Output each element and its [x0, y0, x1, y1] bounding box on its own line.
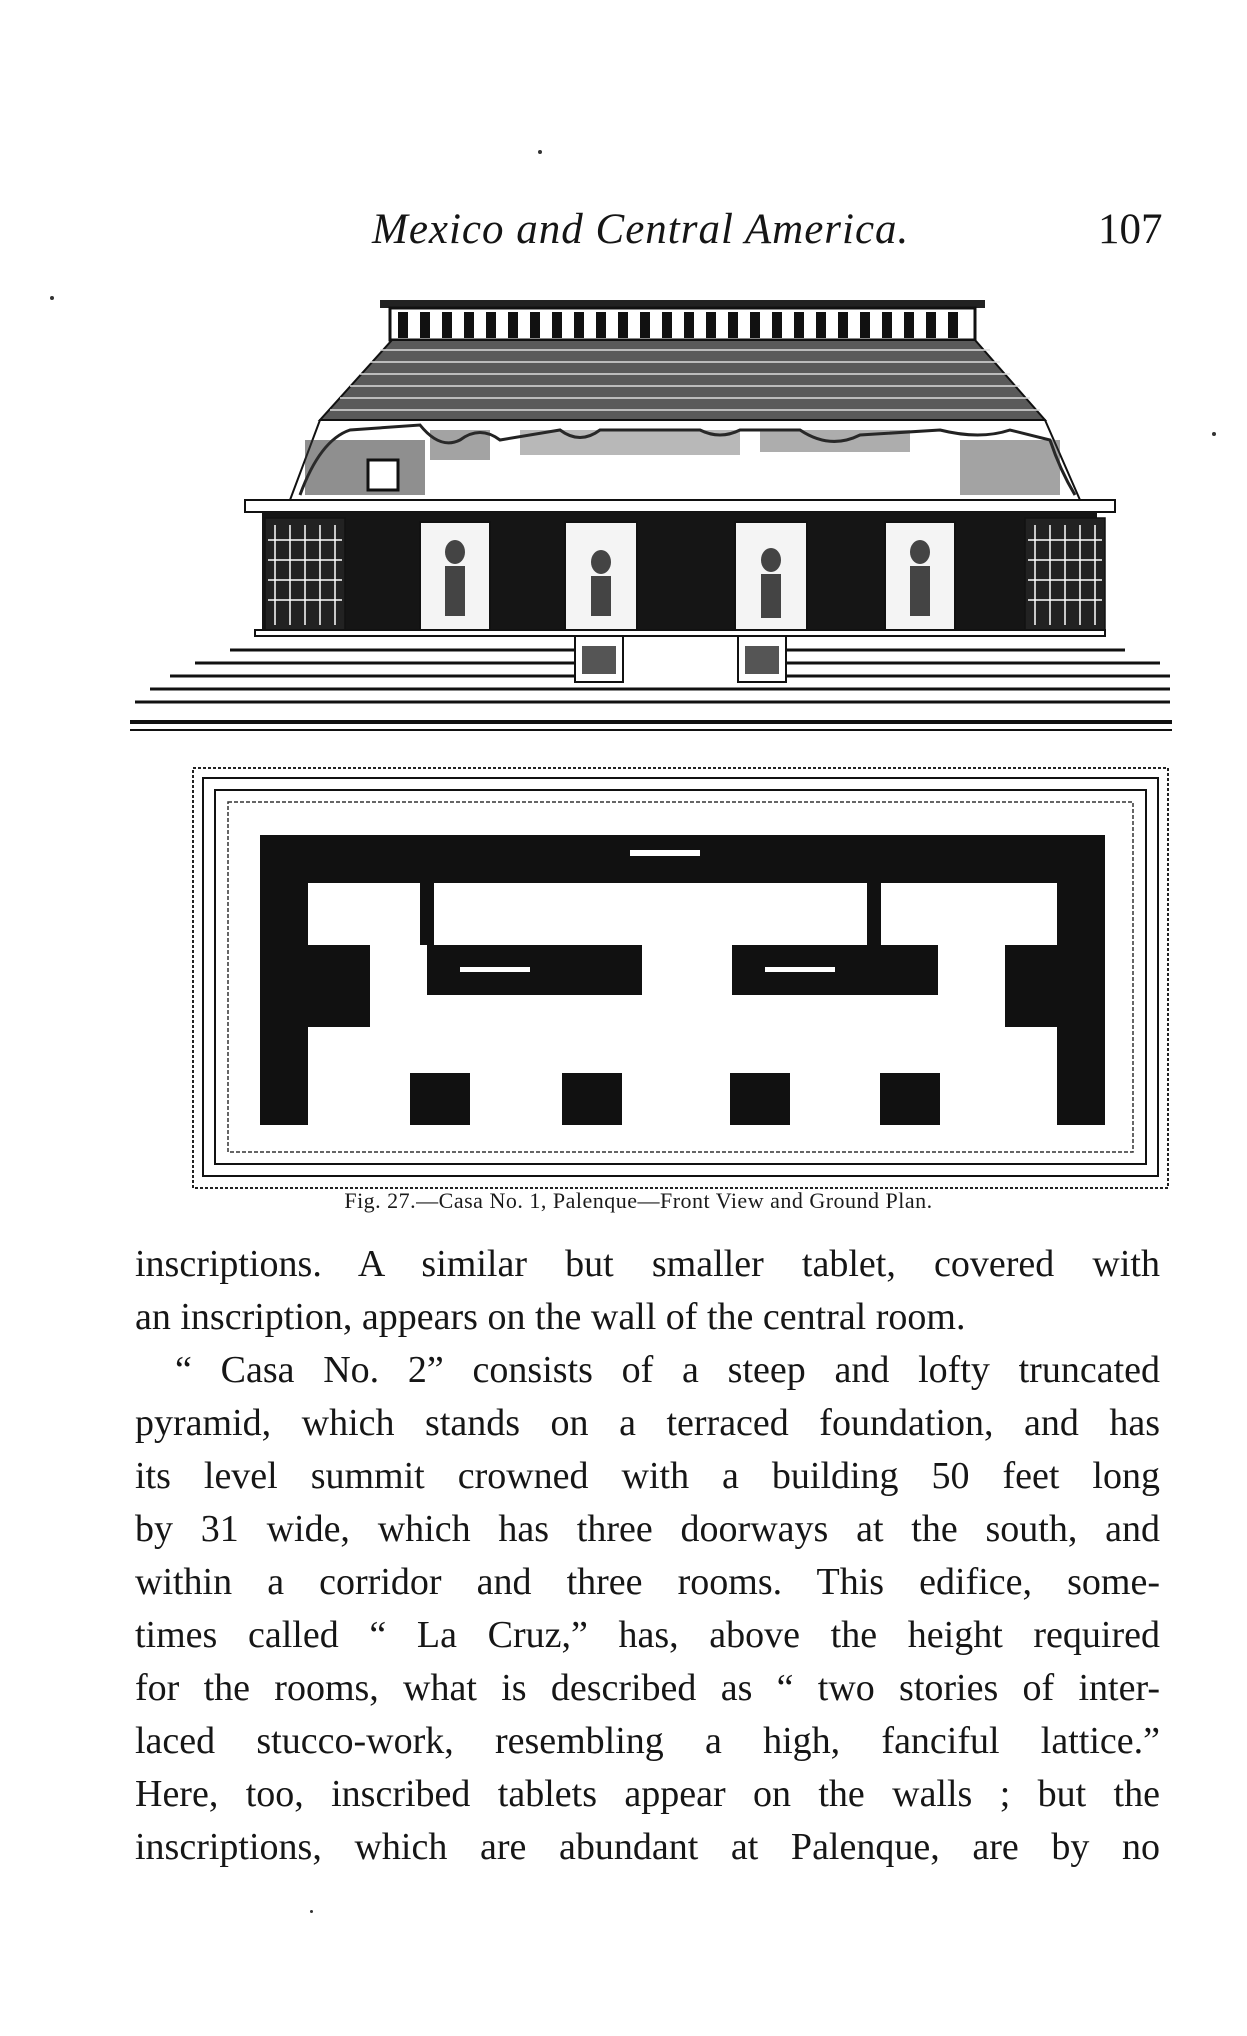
- body-line: an inscription, appears on the wall of the central room.: [135, 1296, 966, 1338]
- figure-27: [0, 290, 1247, 1210]
- body-line: Here, too, inscribed tablets appear on the walls ; but the: [135, 1773, 1160, 1815]
- body-line: inscriptions, which are abundant at Palenque, are by no: [135, 1826, 1160, 1868]
- figure-caption: Fig. 27.—Casa No. 1, Palenque—Front View and Ground Plan.: [344, 1188, 933, 1213]
- body-line: times called “ La Cruz,” has, above the height required: [135, 1614, 1160, 1656]
- body-text: [135, 1238, 1160, 1874]
- ink-speck: [50, 296, 54, 300]
- ink-speck: [310, 1910, 313, 1913]
- ink-speck: [1212, 432, 1216, 436]
- running-title: Mexico and Central America.: [372, 206, 910, 253]
- ink-speck: [538, 150, 542, 154]
- body-line: “ Casa No. 2” consists of a steep and lofty truncated: [175, 1349, 1160, 1391]
- body-line: pyramid, which stands on a terraced foundation, and has: [135, 1402, 1160, 1444]
- body-line: within a corridor and three rooms. This edifice, some-: [135, 1561, 1160, 1603]
- page-number: 107: [1098, 206, 1163, 253]
- body-line: for the rooms, what is described as “ two stories of inter-: [135, 1667, 1160, 1709]
- ground-plan: [193, 768, 1168, 1188]
- body-line: inscriptions. A similar but smaller tablet, covered with: [135, 1243, 1160, 1285]
- body-line: laced stucco-work, resembling a high, fanciful lattice.”: [135, 1720, 1160, 1762]
- figure-illustration: [0, 290, 1247, 1190]
- body-line: by 31 wide, which has three doorways at the south, and: [135, 1508, 1160, 1550]
- front-view: [130, 300, 1172, 730]
- running-head: [0, 205, 1247, 265]
- body-line: its level summit crowned with a building 50 feet long: [135, 1455, 1160, 1497]
